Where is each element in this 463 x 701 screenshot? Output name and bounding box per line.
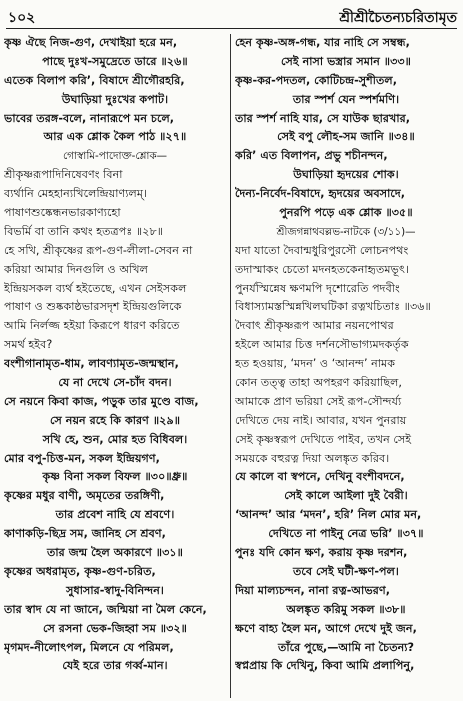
- column-divider: [230, 34, 231, 698]
- text-line: বিভর্মি বা তানি কথং হতত্রপঃ ॥২৮॥: [4, 224, 164, 238]
- text-line: পাষাণশুষ্কেন্ধনভারকাণ্যহো: [4, 206, 121, 220]
- text-line: ভাবের তরঙ্গ-বলে, নানারূপে মন চলে,: [4, 111, 175, 125]
- text-line: তার প্রবেশ নাহি যে শ্রবণে।: [55, 508, 175, 522]
- text-line: হত হওয়ায়, ‘মদন’ ও ‘আনন্দ’ নামক: [235, 357, 396, 371]
- text-line: কোন তত্ত্ব তাহা অপহরণ করিয়াছিল,: [235, 376, 402, 390]
- text-line: সেই কালে আইলা দুই বৈরী।: [284, 489, 408, 503]
- text-line: সে নয়নে কিবা কাজ, পড়ুক তার মুণ্ডে বাজ,: [4, 394, 199, 408]
- text-line: করিয়া আমার দিনগুলি ও অখিল: [4, 262, 148, 276]
- running-title: শ্রীশ্রীচৈতন্যচরিতামৃত: [339, 10, 457, 26]
- text-line: যে না দেখে সে-চাঁদ বদন।: [58, 376, 172, 390]
- text-line: তদাস্মাকং চেতো মদনহতকেনাহৃতমভূৎ।: [235, 262, 409, 276]
- text-line: উঘাড়িয়া দুঃখের কপাট।: [61, 92, 169, 106]
- text-line: সমর্থ হইব?: [4, 338, 53, 352]
- text-line: সে রসনা ভেক-জিহ্বা সম ॥৩২॥: [42, 621, 188, 635]
- text-line: দিয়া মাল্যচন্দন, নানা রত্ন-আভরণ,: [235, 583, 390, 597]
- text-line: বংশীগানামৃত-ধাম, লাবণ্যামৃত-জন্মস্থান,: [4, 357, 179, 371]
- right-column: [235, 34, 457, 698]
- text-line: পাষাণ ও শুষ্ককাষ্ঠভারসদৃশ ইন্দ্রিয়গুলিকে: [4, 300, 182, 314]
- text-line: দেখিতে না পাইনু নেত্র ভরি’ ॥৩৭॥: [268, 527, 424, 541]
- text-line: সেই বপু লৌহ-সম জানি ॥৩৪॥: [277, 130, 415, 144]
- text-line: সে নয়ন রহে কি কারণ ॥২৯॥: [49, 413, 181, 427]
- text-line: সেই নাসা ভস্ত্রার সমান ॥৩৩॥: [280, 54, 412, 68]
- text-line: গোস্বামি-পাদোক্ত-শ্লোক—: [62, 150, 168, 163]
- text-line: আর এক শ্লোক কৈল পাঠ ॥২৭॥: [43, 130, 187, 144]
- text-line: সময়কে বহুরত্ন দিয়া অলঙ্কৃত করিব।: [235, 451, 390, 465]
- text-line: করি’ এত বিলাপন, প্রভু শচীনন্দন,: [235, 149, 388, 163]
- text-line: ক্ষণে বাহ্য হৈল মন, আগে দেখে দুই জন,: [235, 621, 417, 635]
- text-line: মোর বপু-চিত্ত-মন, সকল ইন্দ্রিয়গণ,: [4, 451, 160, 465]
- text-line: সখি হে, শুন, মোর হত বিধিবল।: [42, 432, 188, 446]
- text-line: কৃষ্ণের অধরামৃত, কৃষ্ণ-গুণ-চরিত,: [4, 564, 156, 578]
- text-line: পুনরপি পড়ে এক শ্লোক ॥৩৫॥: [279, 206, 413, 220]
- text-line: মৃগমদ-নীলোৎপল, মিলনে যে পরিমল,: [4, 640, 174, 654]
- text-line: দৈবাৎ শ্রীকৃষ্ণরূপ আমার নয়নপোথর: [235, 319, 394, 333]
- text-line: কৃষ্ণ বিনা সকল বিফল ॥৩০॥ধ্রু॥: [42, 470, 188, 484]
- text-line: কৃষ্ণের মধুর বাণী, অমৃতের তরঙ্গিণী,: [4, 489, 165, 503]
- text-line: যেই হরে তার গর্ব্ব-মান।: [62, 659, 168, 673]
- left-column: [4, 34, 226, 698]
- text-line: তার স্বাদ যে না জানে, জন্মিয়া না মৈল কেনে,: [4, 602, 207, 616]
- text-line: তার স্পর্শ যেন স্পর্শমণি।: [292, 92, 400, 106]
- text-line: যে কালে বা স্বপনে, দেখিনু বংশীবদনে,: [235, 470, 405, 484]
- text-line: যদা যাতো দৈবান্মধুরিপুরসৌ লোচনপথং: [235, 243, 409, 257]
- page-number: ১০২: [8, 10, 36, 26]
- text-line: কৃষ্ণ-কর-পদতল, কোটিচন্দ্র-সুশীতল,: [235, 73, 397, 87]
- text-line: ‘আনন্দ’ আর ‘মদন’, হরি’ নিল মোর মন,: [235, 508, 422, 522]
- text-line: বিধাস্যামস্তস্মিন্নখিলঘটিকা রত্নখচিতাঃ ॥৩৬॥: [235, 300, 431, 314]
- text-line: তার জন্ম হৈল অকারণে ॥৩১॥: [47, 546, 183, 560]
- text-line: কৃষ্ণ ঐছে নিজ-গুণ, দেখাইয়া হরে মন,: [4, 36, 178, 49]
- text-line: উঘাড়িয়া হৃদয়ের শোক।: [293, 168, 399, 182]
- text-line: তাঁরে পুছে,—আমি না চৈতন্য?: [277, 640, 415, 654]
- text-line: দেখিতে দেয় নাই। আবার, যখন পুনরায়: [235, 413, 407, 427]
- text-line: তবে সেই ঘটী-ক্ষণ-পল।: [293, 564, 399, 578]
- text-line: পুনঃ যদি কোন ক্ষণ, করায় কৃষ্ণ দরশন,: [235, 546, 408, 560]
- text-line: হে সখি, শ্রীকৃষ্ণের রূপ-গুণ-লীলা-সেবন না: [4, 243, 193, 257]
- text-line: অলঙ্কৃত করিমু সকল ॥৩৮॥: [286, 602, 406, 616]
- text-line: সেই কৃষ্ণস্বরূপ দেখিতে পাইব, তখন সেই: [235, 432, 412, 446]
- header-rule: [6, 28, 457, 29]
- text-line: হেন কৃষ্ণ-অঙ্গ-গন্ধ, যার নাহি সে সম্বন্ধ,: [235, 36, 410, 49]
- text-line: কাণাকড়ি-ছিদ্র সম, জানিহ সে শ্রবণ,: [4, 527, 166, 541]
- text-line: স্বপ্নপ্রায় কি দেখিনু, কিবা আমি প্রলাপিনু,: [235, 659, 415, 673]
- text-line: শ্রীকৃষ্ণরূপাদিনিষেবণং বিনা: [4, 168, 123, 182]
- text-line: সুধাসার-স্বাদু-বিনিন্দন।: [66, 583, 164, 597]
- text-line: পুনর্যস্মিন্নেষ ক্ষণমপি দৃশোরেতি পদবীং: [235, 281, 400, 295]
- text-line: আমাকে প্রাণ ভরিয়া সেই রূপ-সৌন্দর্য্য: [235, 394, 402, 408]
- text-line: আমি নির্লজ্জ হইয়া কিরূপে ধারণ করিতে: [4, 319, 180, 333]
- text-line: ব্যর্থানি মেহহান্যখিলেন্দ্রিয়াণ্যলম্।: [4, 187, 148, 201]
- text-line: দৈন্য-নির্বেদ-বিষাদে, হৃদয়ের অবসাদে,: [235, 187, 405, 201]
- text-line: হইলে আমার চিত্ত দর্শনসৌভাগ্যমদকর্তৃক: [235, 338, 409, 352]
- text-line: শ্রীজগন্নাথবল্লভ-নাটকে (৩/১১)—: [276, 225, 416, 238]
- page-header: [0, 0, 463, 30]
- text-line: তার স্পর্শ নাহি যার, সে যাউক ছারখার,: [235, 111, 411, 125]
- text-line: এতেক বিলাপ করি’, বিষাদে শ্রীগৌরহরি,: [4, 73, 185, 87]
- text-line: পাছে দুঃখ-সমুদ্রেতে ডারে ॥২৬॥: [42, 54, 188, 68]
- text-line: ইন্দ্রিয়সকল ব্যর্থ হইতেছে, এখন সেইসকল: [4, 281, 187, 295]
